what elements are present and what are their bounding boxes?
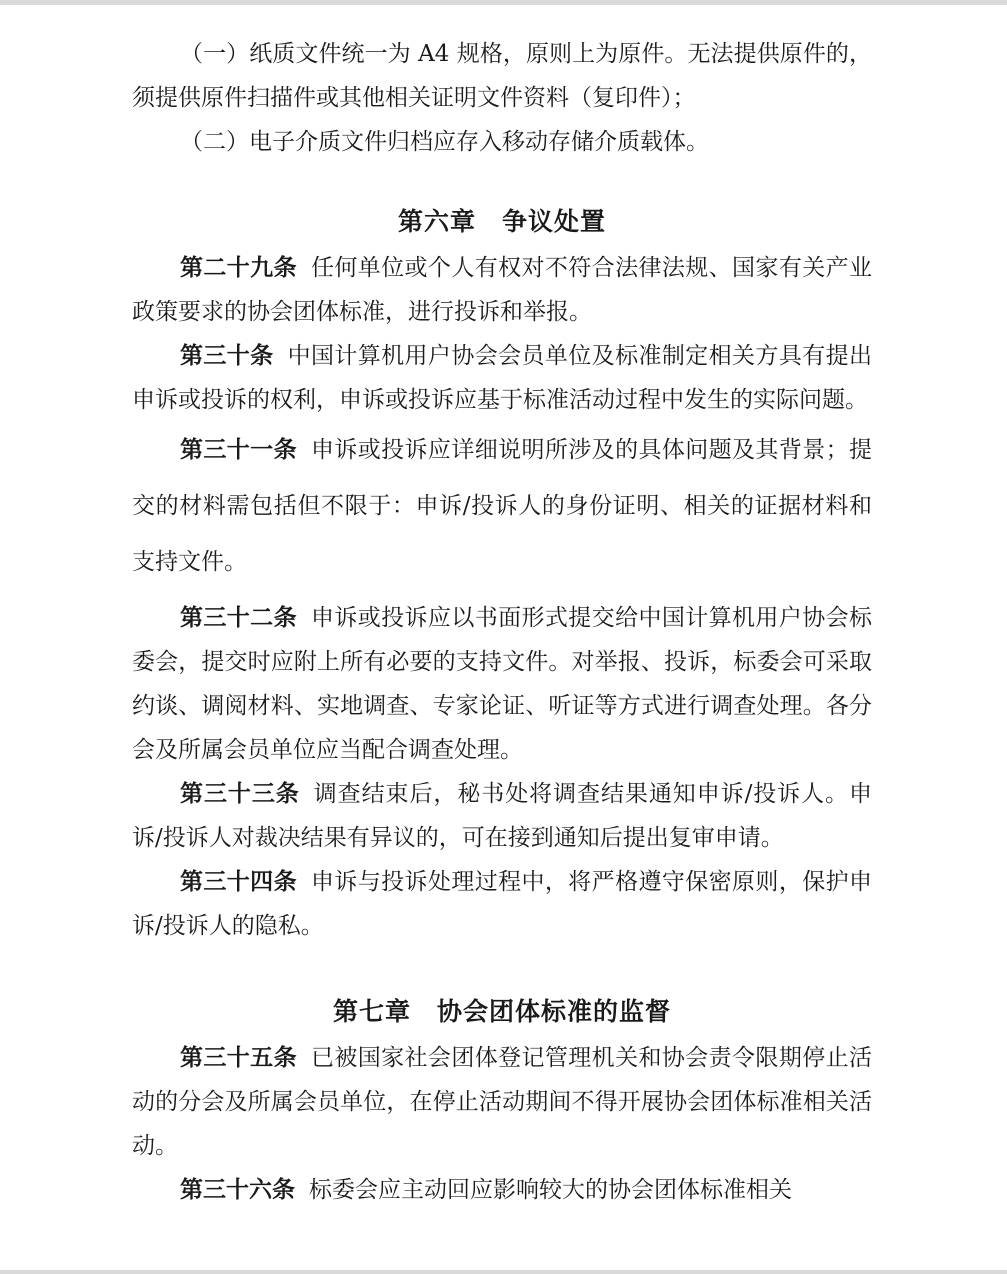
- page-top-edge: [0, 0, 1007, 5]
- chapter-6-number: 第六章: [397, 207, 476, 236]
- item-paper-files: （一）纸质文件统一为 A4 规格，原则上为原件。无法提供原件的，须提供原件扫描件或其他相关证明文件资料（复印件）；: [132, 41, 872, 111]
- chapter-6-heading: [132, 198, 872, 246]
- article-29: [132, 246, 872, 334]
- article-35: [132, 1036, 872, 1168]
- article-label: 第三十五条: [180, 1044, 297, 1071]
- article-31: [132, 422, 872, 590]
- chapter-7-title: 协会团体标准的监督: [437, 997, 672, 1026]
- article-text: 任何单位或个人有权对不符合法律法规、国家有关产业政策要求的协会团体标准，进行投诉和举报。: [132, 255, 873, 325]
- article-label: 第三十二条: [180, 604, 297, 631]
- article-34: [132, 860, 872, 948]
- spacer: [132, 948, 872, 988]
- chapter-7-heading: [132, 988, 872, 1036]
- item-electronic-files: （二）电子介质文件归档应存入移动存储介质载体。: [180, 129, 709, 155]
- article-33: [132, 772, 872, 860]
- article-label: 第三十四条: [180, 868, 297, 895]
- page-bottom-edge: [0, 1270, 1007, 1274]
- article-label: 第三十三条: [180, 780, 300, 807]
- article-label: 第三十六条: [180, 1176, 295, 1203]
- article-text: 已被国家社会团体登记管理机关和协会责令限期停止活动的分会及所属会员单位，在停止活动期间不得开展协会团体标准相关活动。: [132, 1045, 873, 1159]
- spacer: [132, 164, 872, 198]
- article-32: [132, 596, 872, 772]
- article-text: 调查结束后，秘书处将调查结果通知申诉/投诉人。申诉/投诉人对裁决结果有异议的，可在接到通知后提出复审申请。: [132, 781, 872, 851]
- document-page: [132, 32, 872, 1212]
- article-36: [132, 1168, 872, 1212]
- article-30: [132, 334, 872, 422]
- article-text: 标委会应主动回应影响较大的协会团体标准相关: [309, 1177, 792, 1203]
- article-text: 申诉或投诉应详细说明所涉及的具体问题及其背景；提交的材料需包括但不限于：申诉/投诉人的身份证明、相关的证据材料和支持文件。: [132, 437, 873, 575]
- chapter-6-title: 争议处置: [502, 207, 607, 236]
- article-text: 申诉与投诉处理过程中，将严格遵守保密原则，保护申诉/投诉人的隐私。: [132, 869, 873, 939]
- article-label: 第二十九条: [180, 254, 297, 281]
- article-label: 第三十一条: [180, 436, 297, 463]
- article-label: 第三十条: [180, 342, 274, 369]
- article-text: 申诉或投诉应以书面形式提交给中国计算机用户协会标委会，提交时应附上所有必要的支持文件。对举报、投诉，标委会可采取约谈、调阅材料、实地调查、专家论证、听证等方式进行调查处理。各分会及所属会员单位应当配合调查处理。: [132, 605, 873, 763]
- article-text: 中国计算机用户协会会员单位及标准制定相关方具有提出申诉或投诉的权利，申诉或投诉应基于标准活动过程中发生的实际问题。: [132, 343, 873, 413]
- chapter-7-number: 第七章: [332, 997, 411, 1026]
